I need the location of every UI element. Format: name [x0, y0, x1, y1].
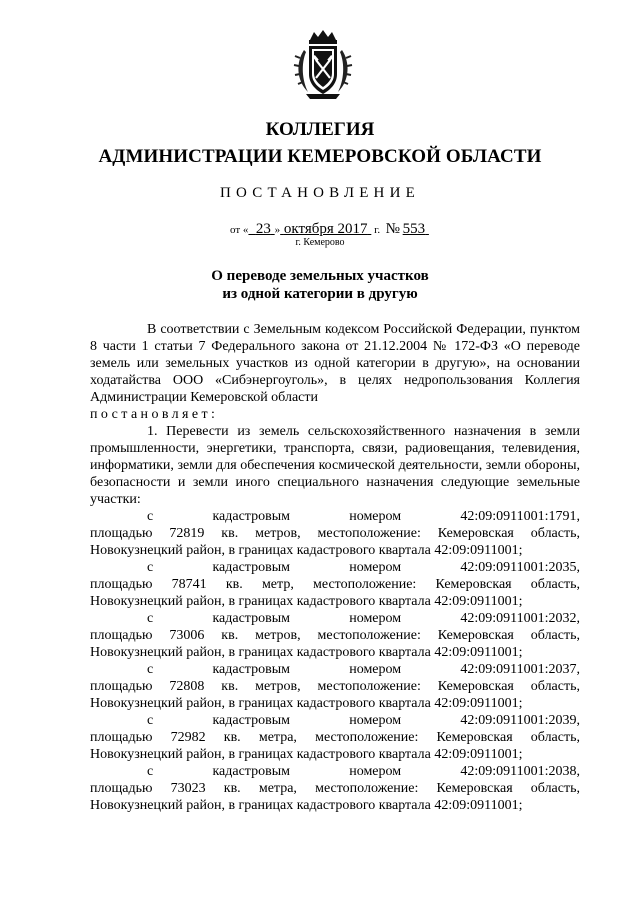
- plot-lead: с кадастровым номером 42:09:0911001:2039,: [147, 713, 580, 728]
- decides-word: постановляет:: [90, 407, 219, 422]
- plot-details: площадью 72982 кв. метра, местоположение: Кемеровская область, Новокузнецкий район, в границах кадастрового квартала 42:09:0911001;: [90, 730, 580, 762]
- plot-lead: с кадастровым номером 42:09:0911001:2032,: [147, 611, 580, 626]
- date-from-label: от «: [230, 224, 249, 236]
- subject-line-1: О переводе земельных участков: [211, 268, 429, 284]
- plot-details: площадью 72819 кв. метров, местоположение: Кемеровская область, Новокузнецкий район, в границах кадастрового квартала 42:09:0911001;: [90, 526, 580, 558]
- administration-title: АДМИНИСТРАЦИИ КЕМЕРОВСКОЙ ОБЛАСТИ: [98, 146, 542, 167]
- clause-1: 1. Перевести из земель сельскохозяйственного назначения в земли промышленности, энергетики, транспорта, связи, радиовещания, телевидения, информатики, земли для обеспечения космической деятельности, земли обороны, безопасности и земли иного специального назначения следующие земельные участки:: [90, 424, 580, 507]
- collegium-title: КОЛЛЕГИЯ: [265, 119, 375, 140]
- plot-lead: с кадастровым номером 42:09:0911001:2035,: [147, 560, 580, 575]
- plot-details: площадью 73006 кв. метров, местоположение: Кемеровская область, Новокузнецкий район, в границах кадастрового квартала 42:09:0911001;: [90, 628, 580, 660]
- plot-details: площадью 73023 кв. метра, местоположение: Кемеровская область, Новокузнецкий район, в границах кадастрового квартала 42:09:0911001;: [90, 781, 580, 813]
- document-number: 553: [402, 221, 426, 237]
- coat-of-arms-icon: [292, 28, 354, 102]
- preamble-paragraph: В соответствии с Земельным кодексом Российской Федерации, пунктом 8 части 1 статьи 7 Федерального закона от 21.12.2004 № 172-ФЗ «О переводе земель или земельных участков из одной категории в другую», на основании ходатайства ООО «Сибэнергоуголь», в целях недропользования Коллегия Администрации Кемеровской области: [90, 322, 580, 405]
- date-month-year: октября 2017: [283, 221, 368, 237]
- subject-line-2: из одной категории в другую: [222, 286, 418, 302]
- date-quote-close: »: [274, 224, 281, 236]
- document-type: ПОСТАНОВЛЕНИЕ: [220, 185, 420, 201]
- coat-of-arms-emblem: [292, 28, 354, 102]
- date-line: [230, 222, 429, 237]
- plot-details: площадью 72808 кв. метров, местоположение: Кемеровская область, Новокузнецкий район, в границах кадастрового квартала 42:09:0911001;: [90, 679, 580, 711]
- city: г. Кемерово: [295, 237, 345, 248]
- document-subject: [0, 267, 640, 303]
- date-day: 23: [255, 221, 271, 237]
- document-body: [90, 321, 580, 814]
- plot-lead: с кадастровым номером 42:09:0911001:2038,: [147, 764, 580, 779]
- plot-details: площадью 78741 кв. метр, местоположение: Кемеровская область, Новокузнецкий район, в границах кадастрового квартала 42:09:0911001;: [90, 577, 580, 609]
- plot-lead: с кадастровым номером 42:09:0911001:2037,: [147, 662, 580, 677]
- number-label: №: [385, 221, 400, 237]
- date-year-suffix: г.: [374, 224, 381, 236]
- plot-lead: с кадастровым номером 42:09:0911001:1791,: [147, 509, 580, 524]
